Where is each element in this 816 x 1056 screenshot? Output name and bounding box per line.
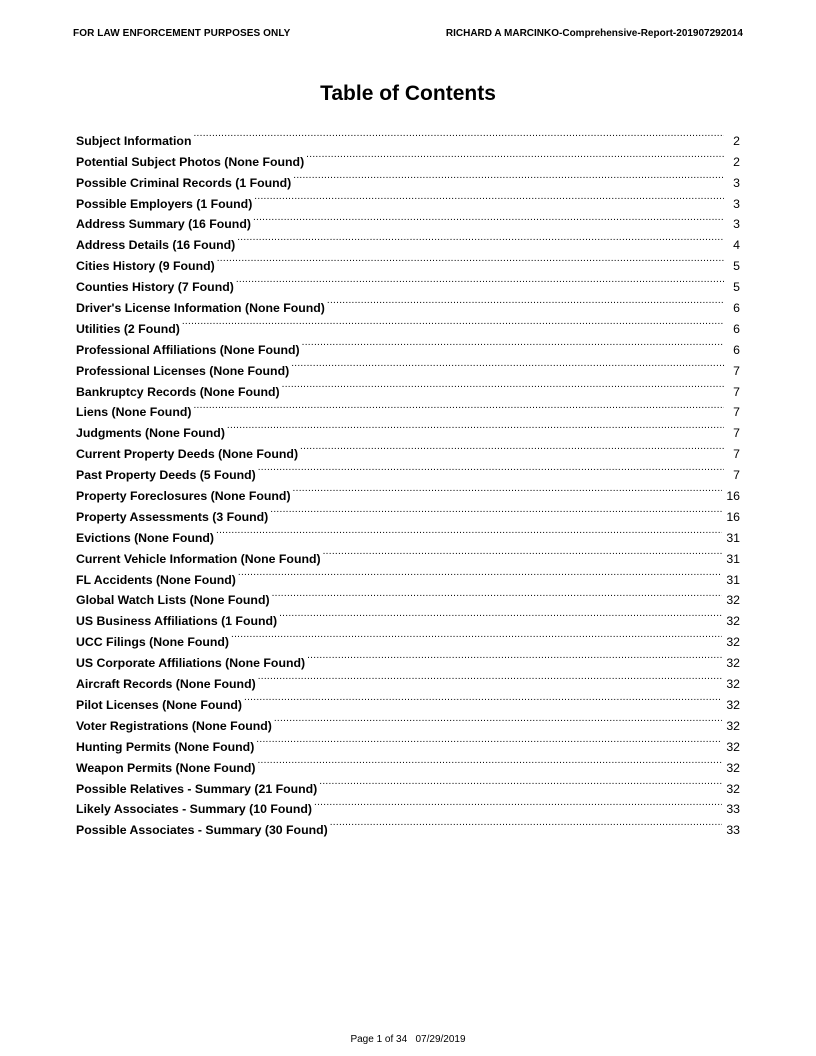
toc-dot-leader <box>238 563 722 584</box>
toc-entry-label: Property Assessments (3 Found) <box>76 509 269 524</box>
toc-entry-label: Possible Associates - Summary (30 Found) <box>76 823 328 838</box>
toc-dot-leader <box>244 688 722 709</box>
toc-entry-label: Possible Relatives - Summary (21 Found) <box>76 781 318 796</box>
toc-dot-leader <box>257 751 722 772</box>
toc-entry-label: US Corporate Affiliations (None Found) <box>76 656 306 671</box>
toc-entry-label: UCC Filings (None Found) <box>76 635 230 650</box>
toc-entry-page-number: 7 <box>733 426 740 441</box>
toc-entry-page-number: 2 <box>733 133 740 148</box>
toc-entry-label: Cities History (9 Found) <box>76 259 215 274</box>
toc-dot-leader <box>323 542 723 563</box>
toc-entry-label: Liens (None Found) <box>76 405 192 420</box>
toc-entry-label: Global Watch Lists (None Found) <box>76 593 270 608</box>
toc-entry-page-number: 7 <box>733 405 740 420</box>
toc-entry-page-number: 7 <box>733 363 740 378</box>
toc-entry-label: US Business Affiliations (1 Found) <box>76 614 278 629</box>
toc-dot-leader <box>258 667 723 688</box>
toc-dot-leader <box>193 124 724 145</box>
toc-entry-label: Hunting Permits (None Found) <box>76 739 255 754</box>
toc-entry-page-number: 33 <box>726 802 740 817</box>
toc-entry-label: Address Details (16 Found) <box>76 238 236 253</box>
toc-entry-page-number: 16 <box>726 489 740 504</box>
toc-dot-leader <box>258 458 724 479</box>
toc-entry-label: Bankruptcy Records (None Found) <box>76 384 280 399</box>
toc-entry-page-number: 16 <box>726 509 740 524</box>
toc-entry-label: Counties History (7 Found) <box>76 280 234 295</box>
toc-dot-leader <box>327 291 724 312</box>
toc-dot-leader <box>306 145 724 166</box>
toc-dot-leader <box>237 228 724 249</box>
toc-dot-leader <box>253 208 724 229</box>
toc-entry-page-number: 31 <box>726 530 740 545</box>
toc-entry-page-number: 2 <box>733 154 740 169</box>
toc-entry-page-number: 6 <box>733 321 740 336</box>
toc-entry-page-number: 3 <box>733 175 740 190</box>
toc-entry-label: Pilot Licenses (None Found) <box>76 697 243 712</box>
toc-entry-page-number: 7 <box>733 447 740 462</box>
toc-dot-leader <box>217 249 724 270</box>
toc-entry-label: Current Vehicle Information (None Found) <box>76 551 321 566</box>
toc-dot-leader <box>256 730 722 751</box>
page-title: Table of Contents <box>320 82 496 105</box>
toc-entry-page-number: 5 <box>733 280 740 295</box>
toc-entry-label: Property Foreclosures (None Found) <box>76 489 291 504</box>
toc-entry-page-number: 32 <box>726 739 740 754</box>
toc-entry-label: Voter Registrations (None Found) <box>76 718 272 733</box>
toc-dot-leader <box>293 479 723 500</box>
toc-entry-page-number: 7 <box>733 468 740 483</box>
toc-entry-page-number: 5 <box>733 259 740 274</box>
toc-entry-page-number: 32 <box>726 718 740 733</box>
toc-dot-leader <box>291 354 724 375</box>
toc-entry-label: Potential Subject Photos (None Found) <box>76 154 305 169</box>
toc-entry-page-number: 7 <box>733 384 740 399</box>
toc-entry-label: Utilities (2 Found) <box>76 321 180 336</box>
toc-entry-page-number: 4 <box>733 238 740 253</box>
toc-dot-leader <box>182 312 724 333</box>
toc-dot-leader <box>193 396 724 417</box>
toc-dot-leader <box>270 500 722 521</box>
toc-entry-label: Current Property Deeds (None Found) <box>76 447 299 462</box>
toc-entry-page-number: 32 <box>726 781 740 796</box>
toc-entry-label: Past Property Deeds (5 Found) <box>76 468 256 483</box>
toc-dot-leader <box>293 166 724 187</box>
toc-dot-leader <box>231 625 722 646</box>
toc-dot-leader <box>272 584 723 605</box>
toc-entry-label: Judgments (None Found) <box>76 426 225 441</box>
toc-entry-label: Possible Employers (1 Found) <box>76 196 253 211</box>
header-report-name: RICHARD A MARCINKO-Comprehensive-Report-201907292014 <box>445 28 743 39</box>
toc-entry-label: Subject Information <box>76 133 192 148</box>
toc-entry-page-number: 31 <box>726 572 740 587</box>
toc-dot-leader <box>330 813 723 834</box>
toc-entry-label: Professional Licenses (None Found) <box>76 363 290 378</box>
toc-entry-page-number: 3 <box>733 217 740 232</box>
toc-entry[interactable] <box>76 124 740 148</box>
toc-entry-label: Possible Criminal Records (1 Found) <box>76 175 292 190</box>
toc-dot-leader <box>216 521 722 542</box>
toc-entry-page-number: 6 <box>733 342 740 357</box>
toc-dot-leader <box>302 333 724 354</box>
toc-dot-leader <box>254 187 724 208</box>
toc-entry-label: Driver's License Information (None Found) <box>76 301 325 316</box>
toc-entry-label: Professional Affiliations (None Found) <box>76 342 300 357</box>
toc-dot-leader <box>274 709 722 730</box>
toc-dot-leader <box>307 646 722 667</box>
toc-dot-leader <box>314 793 722 814</box>
header-classification: FOR LAW ENFORCEMENT PURPOSES ONLY <box>73 28 291 39</box>
toc-entry-label: Likely Associates - Summary (10 Found) <box>76 802 312 817</box>
toc-entry-page-number: 32 <box>726 760 740 775</box>
toc-dot-leader <box>227 416 724 437</box>
toc-entry-label: Address Summary (16 Found) <box>76 217 251 232</box>
toc-dot-leader <box>300 437 724 458</box>
toc-entry-label: Weapon Permits (None Found) <box>76 760 256 775</box>
toc-entry-page-number: 32 <box>726 635 740 650</box>
toc-entry-page-number: 31 <box>726 551 740 566</box>
toc-entry-label: Aircraft Records (None Found) <box>76 677 256 692</box>
page-footer: Page 1 of 34 07/29/2019 <box>350 1034 466 1045</box>
toc-dot-leader <box>236 270 724 291</box>
toc-entry-page-number: 32 <box>726 697 740 712</box>
toc-dot-leader <box>282 375 724 396</box>
toc-entry-page-number: 32 <box>726 656 740 671</box>
toc-entry-page-number: 33 <box>726 823 740 838</box>
toc-entry-page-number: 6 <box>733 301 740 316</box>
table-of-contents <box>76 124 740 838</box>
toc-entry-label: Evictions (None Found) <box>76 530 214 545</box>
toc-entry-page-number: 32 <box>726 677 740 692</box>
toc-dot-leader <box>279 604 722 625</box>
toc-entry-page-number: 32 <box>726 593 740 608</box>
toc-entry-page-number: 32 <box>726 614 740 629</box>
toc-entry-page-number: 3 <box>733 196 740 211</box>
toc-entry-label: FL Accidents (None Found) <box>76 572 236 587</box>
toc-dot-leader <box>319 772 722 793</box>
